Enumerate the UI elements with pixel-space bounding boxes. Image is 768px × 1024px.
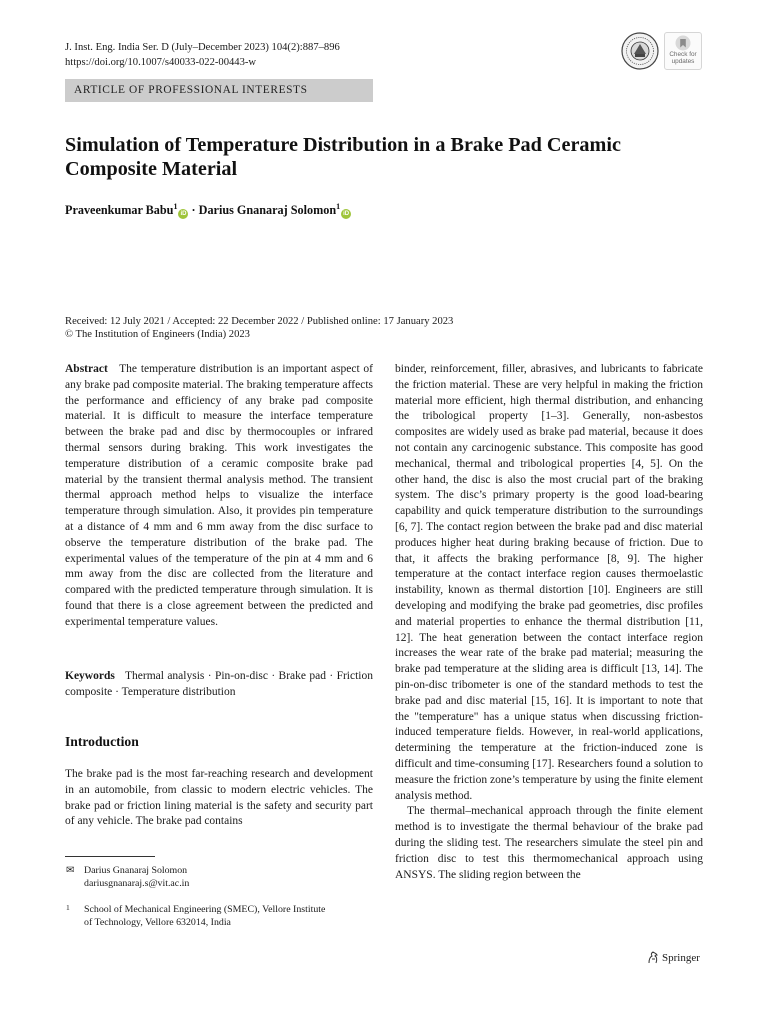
introduction-paragraph: The brake pad is the most far-reaching research and development in an automobile, from classic to modern electric vehicles. The brake pad or friction lining material is the safety and security part of any vehicle. The brake pad contains	[65, 768, 373, 828]
introduction-heading: Introduction	[65, 734, 139, 749]
keywords-text: Thermal analysis · Pin-on-disc · Brake pad · Friction composite · Temperature distribution	[65, 670, 374, 698]
check-for-updates-badge[interactable]	[664, 32, 702, 70]
right-column-body	[395, 362, 703, 883]
affiliation-marker: 1	[173, 202, 178, 211]
keywords-section	[65, 669, 373, 701]
springer-horse-icon	[647, 951, 659, 964]
affiliation-number: 1	[66, 903, 70, 912]
institution-of-engineers-seal-icon	[621, 32, 659, 70]
keywords-heading: Keywords	[65, 670, 115, 682]
affiliation-line: of Technology, Vellore 632014, India	[84, 917, 231, 928]
abstract-section	[65, 362, 373, 631]
footnote-divider	[65, 856, 155, 857]
author-name[interactable]: Darius Gnanaraj Solomon	[198, 203, 337, 217]
body-paragraph: The thermal–mechanical approach through the finite element method is to investigate the thermal behaviour of the brake pad during the sliding test. The researchers simulate the steel pin and friction disc to test this thermomechanical approach using ANSYS. The sliding region between the	[395, 805, 703, 881]
author-list	[65, 202, 351, 219]
abstract-heading: Abstract	[65, 363, 108, 375]
affiliation-marker: 1	[336, 202, 341, 211]
corresponding-author-footnote	[84, 864, 189, 890]
introduction-body	[65, 767, 373, 830]
journal-meta	[65, 41, 340, 70]
abstract-text: The temperature distribution is an important aspect of any brake pad composite material. The braking temperature affects the performance and efficiency of any brake pad composite material. It is difficult to measure the interface temperature between the brake pad and disc by thermocouples or infrared thermal sensors during braking. This work investigates the temperature distribution of a ceramic composite brake pad material by the transient thermal analysis method. The transient thermal approach method helps to visualize the interface temperature through simulation. Also, it provides pin temperature at a distance of 4 mm and 6 mm away from the disc surface to observe the temperature distribution of the brake pad. The experimental values of the temperature of the pin at 4 mm and 6 mm away from the disc are collected from the literature and compared with the predicted temperature through simulation. It is found that there is a close agreement between the predicted and experimental temperature values.	[65, 363, 374, 628]
copyright-line: © The Institution of Engineers (India) 2023	[65, 329, 250, 340]
article-type-band: ARTICLE OF PROFESSIONAL INTERESTS	[65, 79, 373, 102]
corresponding-author-email[interactable]: dariusgnanaraj.s@vit.ac.in	[84, 878, 190, 889]
title-line-1: Simulation of Temperature Distribution in a Brake Pad Ceramic	[65, 134, 621, 156]
dates-line: Received: 12 July 2021 / Accepted: 22 December 2022 / Published online: 17 January 2023	[65, 316, 454, 327]
publication-history	[65, 315, 453, 341]
check-for-updates-icon	[675, 35, 691, 52]
publisher-name: Springer	[662, 951, 700, 964]
corresponding-author-name: Darius Gnanaraj Solomon	[84, 865, 188, 876]
orcid-icon[interactable]: iD	[180, 211, 187, 217]
body-paragraph: binder, reinforcement, filler, abrasives, and lubricants to fabricate the friction material. These are very helpful in making the friction material more efficient, high thermal distribution, and enhancing the tribological property [1–3]. Generally, non-asbestos composites are widely used as brake pad material, because it does not contain any carcinogenic substance. This composite has good mechanical, thermal and tribological properties [4, 5]. On the other hand, the disc is also the most crucial part of the braking system. The disc’s primary property is the good load-bearing capability and quick temperature distribution to the surroundings [6, 7]. The contact region between the brake pad and disc material produces higher heat during braking because of friction. Due to that, it affects the braking performance [8, 9]. The higher temperature at the contact interface region causes thermoelastic instability, known as thermal distortion [10]. Engineers are still developing and modifying the brake pad geometries, disc profiles and material properties to enhance the thermal distribution [11, 12]. The heat generation between the contact interface region increases the wear rate of the brake pad material; measuring the brake pad temperature at the sliding area is difficult [13, 14]. The pin-on-disc tribometer is one of the standard methods to test the brake pad and disc material [15, 16]. It is important to note that the "temperature" has a unique status when discussing friction-induced temperature fields. However, in real-world applications, determining the temperature at the friction-induced zone is difficult and time-consuming [17]. Researchers found a solution to measure the friction zone’s temperature by using the finite element analysis method.	[395, 363, 703, 802]
doi-link[interactable]: https://doi.org/10.1007/s40033-022-00443-w	[65, 56, 257, 68]
orcid-icon[interactable]: iD	[343, 211, 350, 217]
author-separator: ·	[188, 203, 199, 217]
article-title	[65, 133, 705, 181]
author-name[interactable]: Praveenkumar Babu	[65, 203, 174, 217]
check-for-updates-label: Check for updates	[669, 51, 697, 65]
envelope-icon: ✉	[66, 865, 75, 876]
affiliation-footnote	[84, 903, 374, 929]
publisher-logo	[647, 951, 700, 964]
affiliation-line: School of Mechanical Engineering (SMEC), Vellore Institute	[84, 904, 326, 915]
journal-citation: J. Inst. Eng. India Ser. D (July–December 2023) 104(2):887–896	[65, 42, 340, 53]
title-line-2: Composite Material	[65, 158, 238, 180]
